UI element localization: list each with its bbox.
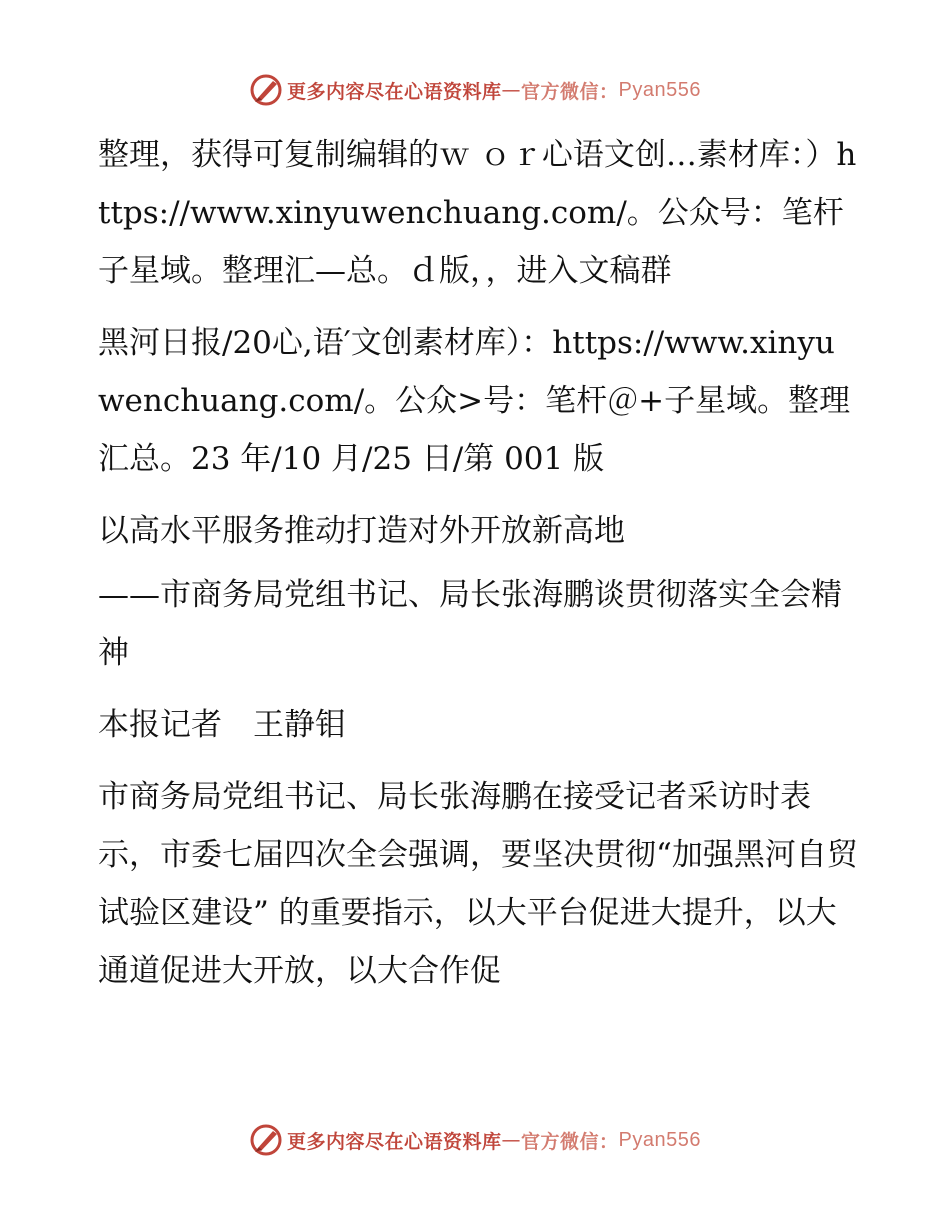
brush-logo-icon (249, 73, 283, 107)
footer-banner (0, 1120, 950, 1160)
banner-wechat-label: 官方微信： (521, 80, 619, 103)
article-byline: 本报记者 王静钼 (98, 707, 346, 743)
intro-paragraph: 整理，获得可复制编辑的ｗ ｏｒ心语文创…素材库：）https://www.xinyuwenchuang.com/。公众号：笔杆子星域。整理汇—总。ｄ版，，进入文稿群 (98, 137, 857, 289)
masthead-paragraph: 黑河日报/20心,语′文创素材库）：https://www.xinyuwenchuang.com/。公众>号：笔杆＠+子星域。整理汇总。23 年/10 月/25 日/第 001 版 (98, 325, 851, 477)
banner-wechat-label: 官方微信： (521, 1130, 619, 1153)
article-body-paragraph: 市商务局党组书记、局长张海鹏在接受记者采访时表示，市委七届四次全会强调，要坚决贯彻“加强黑河自贸试验区建设” 的重要指示，以大平台促进大提升，以大通道促进大开放，以大合作促 (98, 779, 858, 989)
article-title: 以高水平服务推动打造对外开放新高地 (98, 513, 625, 549)
banner-wechat-id: Pyan556 (618, 78, 701, 101)
document-body (98, 126, 858, 1000)
banner-separator: — (501, 1129, 522, 1151)
banner-separator: — (501, 79, 522, 101)
banner-text: 更多内容尽在心语资料库 (287, 80, 502, 103)
banner-text: 更多内容尽在心语资料库 (287, 1130, 502, 1153)
article-subtitle: ——市商务局党组书记、局长张海鹏谈贯彻落实全会精神 (98, 577, 842, 671)
banner-wechat-id: Pyan556 (618, 1128, 701, 1151)
brush-logo-icon (249, 1123, 283, 1157)
header-banner (0, 70, 950, 110)
